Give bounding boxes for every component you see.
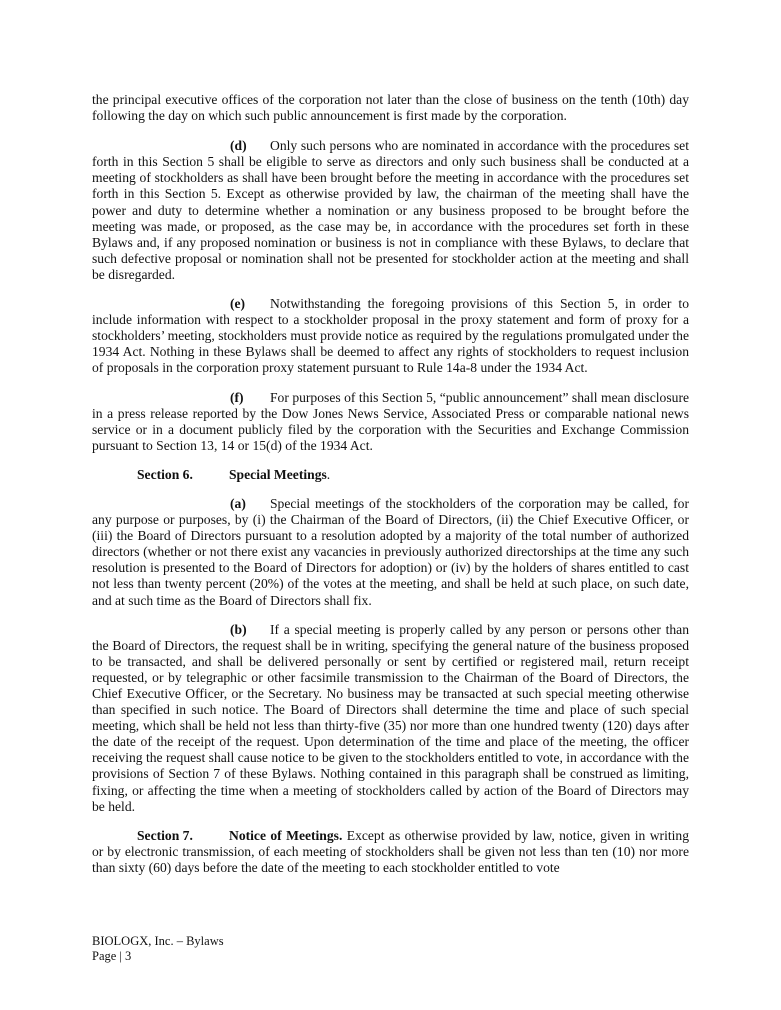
section-6-heading: [92, 467, 689, 483]
paragraph-text: If a special meeting is properly called by any person or persons other than the Board of Directors, the request shall be in writing, specifying the general nature of the business proposed to be transacted, and shall be delivered personally or sent by certified or registered mail, return receipt requested, or by telegraphic or other facsimile transmission to the Chairman of the Board of Directors, the Chief Executive Officer, or the Secretary. No business may be transacted at such special meeting otherwise than specified in such notice. The Board of Directors shall determine the time and place of such special meeting, which shall be held not less than thirty-five (35) nor more than one hundred twenty (120) days after the date of the receipt of the request. Upon determination of the time and place of the meeting, the officer receiving the request shall cause notice to be given to the stockholders entitled to vote, in accordance with the provisions of Section 7 of these Bylaws. Nothing contained in this paragraph shall be construed as limiting, fixing, or affecting the time when a meeting of stockholders called by action of the Board of Directors may be held.: [92, 621, 689, 814]
document-body: [92, 92, 689, 889]
paragraph-5e: [92, 296, 689, 376]
section-number: Section 7.: [137, 827, 193, 843]
footer-document-title: BIOLOGX, Inc. – Bylaws: [92, 934, 224, 948]
paragraph-6b: [92, 622, 689, 815]
paragraph-text: Only such persons who are nominated in accordance with the procedures set forth in this Section 5 shall be eligible to serve as directors and only such business shall be conducted at a meeting of stockholders as shall have been brought before the meeting in accordance with the procedures set forth in this Section 5. Except as otherwise provided by law, the chairman of the meeting shall have the power and duty to determine whether a nomination or any business proposed to be brought before the meeting was made, or proposed, as the case may be, in accordance with the procedures set forth in these Bylaws and, if any proposed nomination or business is not in compliance with these Bylaws, to declare that such defective proposal or nomination shall not be presented for stockholder action at the meeting and shall be disregarded.: [92, 138, 689, 282]
section-7-paragraph: [92, 828, 689, 876]
paragraph-5d: [92, 138, 689, 283]
paragraph-text: Notwithstanding the foregoing provisions of this Section 5, in order to include information with respect to a stockholder proposal in the proxy statement and form of proxy for a stockholders’ meeting, stockholders must provide notice as required by the regulations promulgated under the 1934 Act. Nothing in these Bylaws shall be deemed to affect any rights of stockholders to request inclusion of proposals in the corporation proxy statement pursuant to Rule 14a-8 under the 1934 Act.: [92, 296, 689, 376]
section-title: Special Meetings: [229, 466, 327, 482]
paragraph-label: (e): [230, 296, 246, 312]
section-title-period: .: [326, 466, 331, 482]
paragraph-5f: [92, 390, 689, 454]
section-title: Notice of Meetings.: [229, 827, 343, 843]
footer-page-number: Page | 3: [92, 949, 132, 963]
paragraph-6a: [92, 496, 689, 609]
paragraph-text: Special meetings of the stockholders of the corporation may be called, for any purpose or purposes, by (i) the Chairman of the Board of Directors, (ii) the Chief Executive Officer, or (iii) the Board of Directors pursuant to a resolution adopted by a majority of the total number of authorized directors (whether or not there exist any vacancies in previously authorized directorships at the time any such resolution is presented to the Board of Directors for adoption) or (iv) by the holders of shares entitled to cast not less than twenty percent (20%) of the votes at the meeting, and shall be held at such place, on such date, and at such time as the Board of Directors shall fix.: [92, 495, 689, 608]
paragraph-label: (b): [230, 621, 247, 637]
paragraph-continuation: the principal executive offices of the corporation not later than the close of business on the tenth (10th) day following the day on which such public announcement is first made by the corporation.: [92, 92, 689, 124]
page-footer: [92, 934, 224, 964]
paragraph-text: Except as otherwise provided by law, notice, given in writing or by electronic transmission, of each meeting of stockholders shall be given not less than ten (10) nor more than sixty (60) days before the date of the meeting to each stockholder entitled to vote: [92, 827, 689, 875]
paragraph-text: For purposes of this Section 5, “public announcement” shall mean disclosure in a press release reported by the Dow Jones News Service, Associated Press or comparable national news service or in a document publicly filed by the corporation with the Securities and Exchange Commission pursuant to Section 13, 14 or 15(d) of the 1934 Act.: [92, 389, 689, 453]
paragraph-label: (f): [230, 389, 244, 405]
paragraph-label: (a): [230, 495, 246, 511]
paragraph-label: (d): [230, 138, 247, 154]
section-number: Section 6.: [137, 466, 193, 482]
